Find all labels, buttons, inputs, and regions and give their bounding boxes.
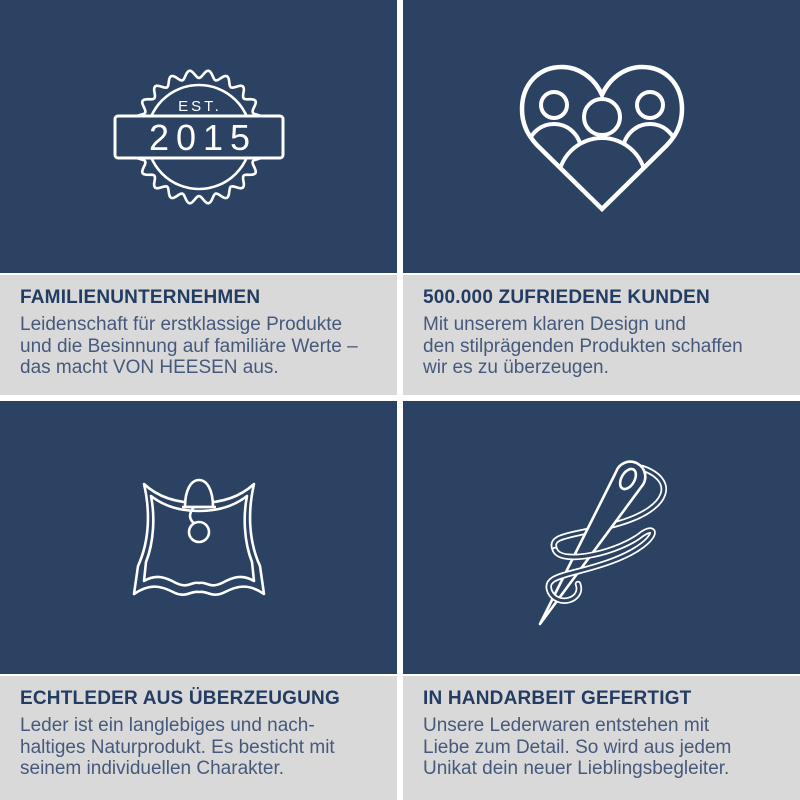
panel-1-line: das macht VON HEESEN aus. (20, 357, 279, 378)
panel-zufriedene-kunden (403, 0, 800, 395)
panel-1-line: und die Besinnung auf familiäre Werte – (20, 335, 358, 357)
panel-1-heading: FAMILIENUNTERNEHMEN (20, 287, 261, 308)
panel-1-icon-area (0, 0, 397, 275)
est-2015-badge-icon (79, 32, 319, 242)
leather-hide-icon (99, 438, 299, 638)
panel-4-text-area (403, 676, 800, 800)
badge-est-label: EST. (177, 97, 222, 115)
panel-2-line: wir es zu überzeugen. (423, 357, 609, 378)
needle-thread-icon (502, 428, 702, 648)
panel-4-line: Liebe zum Detail. So wird aus jedem (423, 736, 732, 758)
panel-4-icon-area (403, 401, 800, 676)
panel-familienunternehmen (0, 0, 397, 395)
family-heart-icon (502, 37, 702, 237)
panel-4-line: Unsere Lederwaren entstehen mit (423, 715, 710, 736)
panel-3-line: Leder ist ein langlebiges und nach- (20, 715, 315, 736)
panel-4-line: Unikat dein neuer Lieblingsbegleiter. (423, 758, 730, 779)
panel-2-heading: 500.000 ZUFRIEDENE KUNDEN (423, 287, 710, 308)
badge-year: 2015 (148, 116, 257, 158)
panel-2-icon-area (403, 0, 800, 275)
panel-1-text-area (0, 275, 397, 395)
panel-2-text-area (403, 275, 800, 395)
panel-3-line: haltiges Naturprodukt. Es besticht mit (20, 736, 335, 758)
panel-handarbeit (403, 401, 800, 800)
panel-3-icon-area (0, 401, 397, 676)
panel-3-heading: ECHTLEDER AUS ÜBERZEUGUNG (20, 688, 340, 709)
panel-3-line: seinem individuellen Charakter. (20, 758, 285, 779)
panel-3-text-area (0, 676, 397, 800)
panel-4-heading: IN HANDARBEIT GEFERTIGT (423, 688, 692, 709)
panel-1-line: Leidenschaft für erstklassige Produkte (20, 314, 343, 335)
panel-echtleder (0, 401, 397, 800)
panel-2-line: den stilprägenden Produkten schaffen (423, 335, 743, 357)
panel-2-line: Mit unserem klaren Design und (423, 314, 686, 335)
